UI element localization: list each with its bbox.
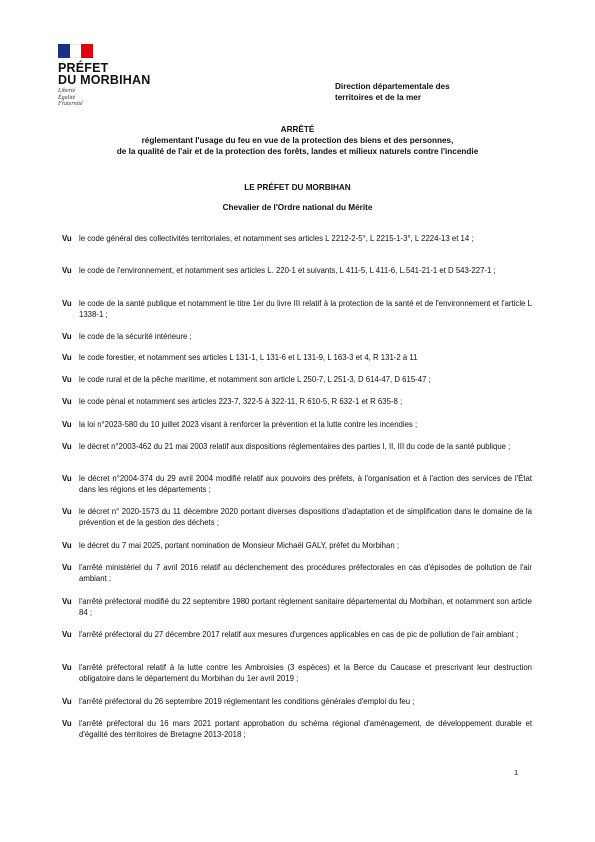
vu-item bbox=[62, 597, 532, 618]
vu-label: Vu bbox=[62, 234, 72, 243]
vu-text: le code pénal et notamment ses articles 223-7, 322-5 à 322-11, R 610-5, R 632-1 et R 635-8 ; bbox=[79, 397, 403, 406]
vu-text: l'arrêté ministériel du 7 avril 2016 relatif au déclenchement des procédures préfectorales en cas d'épisodes de pollution de l'air ambiant ; bbox=[79, 563, 532, 583]
vu-label: Vu bbox=[62, 299, 72, 308]
motto-fraternite: Fraternité bbox=[58, 101, 83, 107]
vu-text: le code de la sécurité intérieure ; bbox=[79, 332, 192, 341]
logo-line-1: PRÉFET bbox=[58, 61, 109, 75]
vu-text: le décret n°2004-374 du 29 avril 2004 modifié relatif aux pouvoirs des préfets, à l'organisation et à l'action des services de l'État dans les régions et les départements ; bbox=[79, 474, 532, 494]
vu-item bbox=[62, 541, 532, 552]
prefet-heading: LE PRÉFET DU MORBIHAN bbox=[244, 183, 351, 192]
vu-label: Vu bbox=[62, 663, 72, 672]
vu-item bbox=[62, 332, 532, 343]
french-flag-logo bbox=[58, 44, 93, 58]
subtitle-line-2: de la qualité de l'air et de la protection des forêts, landes et milieux naturels contre l'incendie bbox=[116, 146, 479, 156]
vu-label: Vu bbox=[62, 697, 72, 706]
vu-text: le code forestier, et notamment ses articles L 131-1, L 131-6 et L 131-9, L 163-3 et 4, R 131-2 à 11 bbox=[79, 353, 418, 362]
vu-label: Vu bbox=[62, 375, 72, 384]
vu-item bbox=[62, 353, 532, 364]
vu-label: Vu bbox=[62, 353, 72, 362]
vu-item bbox=[62, 507, 532, 528]
direction-line-2: territoires et de la mer bbox=[335, 92, 422, 102]
vu-text: le code de l'environnement, et notamment ses articles L. 220-1 et suivants, L 411-5, L 411-6, L.541-21-1 et D 543-227-1 ; bbox=[79, 266, 496, 275]
vu-text: l'arrêté préfectoral modifié du 22 septembre 1980 portant règlement sanitaire départemental du Morbihan, et notamment son article 84 ; bbox=[79, 597, 532, 617]
motto-liberte: Liberté bbox=[58, 88, 76, 94]
issuing-direction bbox=[335, 82, 450, 103]
vu-text: le décret n°2003-462 du 21 mai 2003 relatif aux dispositions réglementaires des parties I, II, III du code de la santé publique ; bbox=[79, 442, 511, 451]
vu-text: le décret n° 2020-1573 du 11 décembre 2020 portant diverses dispositions d'adaptation et de simplification dans le domaine de la prévention et de la gestion des déchets ; bbox=[79, 507, 532, 527]
vu-item bbox=[62, 563, 532, 584]
vu-label: Vu bbox=[62, 630, 72, 639]
vu-text: le décret du 7 mai 2025, portant nomination de Monsieur Michaël GALY, préfet du Morbihan ; bbox=[79, 541, 400, 550]
vu-text: l'arrêté préfectoral du 26 septembre 2019 réglementant les conditions générales d'emploi du feu ; bbox=[79, 697, 415, 706]
vu-label: Vu bbox=[62, 332, 72, 341]
vu-label: Vu bbox=[62, 420, 72, 429]
vu-label: Vu bbox=[62, 541, 72, 550]
vu-label: Vu bbox=[62, 397, 72, 406]
vu-text: le code rural et de la pêche maritime, et notamment son article L 250-7, L 251-3, D 614-47, D 615-47 ; bbox=[79, 375, 431, 384]
vu-text: le code général des collectivités territoriales, et notamment ses articles L 2212-2-5°, L 2215-1-3°, L 2224-13 et 14 ; bbox=[79, 234, 474, 243]
vu-text: le code de la santé publique et notamment le titre 1er du livre III relatif à la protection de la santé et de l'environnement et l'article L 1338-1 ; bbox=[79, 299, 532, 319]
vu-label: Vu bbox=[62, 474, 72, 483]
direction-line-1: Direction départementale des bbox=[335, 82, 450, 91]
vu-text: la loi n°2023-580 du 10 juillet 2023 visant à renforcer la prévention et la lutte contre les incendies ; bbox=[79, 420, 418, 429]
republic-motto bbox=[58, 88, 83, 108]
vu-label: Vu bbox=[62, 719, 72, 728]
vu-item bbox=[62, 474, 532, 495]
chevalier-heading: Chevalier de l'Ordre national du Mérite bbox=[222, 203, 373, 212]
vu-label: Vu bbox=[62, 597, 72, 606]
motto-egalite: Égalité bbox=[58, 94, 76, 101]
vu-label: Vu bbox=[62, 507, 72, 516]
vu-label: Vu bbox=[62, 266, 72, 275]
vu-item bbox=[62, 630, 532, 641]
vu-item bbox=[62, 375, 532, 386]
vu-label: Vu bbox=[62, 442, 72, 451]
vu-item bbox=[62, 663, 532, 684]
vu-item bbox=[62, 442, 532, 453]
document-type: ARRÊTÉ bbox=[280, 125, 315, 134]
page-number: 1 bbox=[514, 768, 519, 777]
logo-line-2: DU MORBIHAN bbox=[58, 73, 151, 87]
prefecture-logo-text bbox=[58, 62, 150, 86]
vu-item bbox=[62, 719, 532, 740]
vu-item bbox=[62, 299, 532, 320]
vu-item bbox=[62, 420, 532, 431]
vu-text: l'arrêté préfectoral relatif à la lutte contre les Ambroisies (3 espèces) et la Berce du Caucase et prescrivant leur destruction obligatoire dans le département du Morbihan du 1er avril 2019 ; bbox=[79, 663, 532, 683]
vu-item bbox=[62, 266, 532, 277]
vu-text: l'arrêté préfectoral du 27 décembre 2017 relatif aux mesures d'urgences applicables en cas de pic de pollution de l'air ambiant ; bbox=[79, 630, 519, 639]
vu-item bbox=[62, 234, 532, 245]
subtitle-line-1: réglementant l'usage du feu en vue de la protection des biens et des personnes, bbox=[141, 136, 454, 145]
vu-label: Vu bbox=[62, 563, 72, 572]
vu-item bbox=[62, 697, 532, 708]
vu-text: l'arrêté préfectoral du 16 mars 2021 portant approbation du schéma régional d'aménagement, de développement durable et d'égalité des territoires de Bretagne 2013-2018 ; bbox=[79, 719, 532, 739]
vu-item bbox=[62, 397, 532, 408]
document-subtitle bbox=[0, 136, 595, 157]
